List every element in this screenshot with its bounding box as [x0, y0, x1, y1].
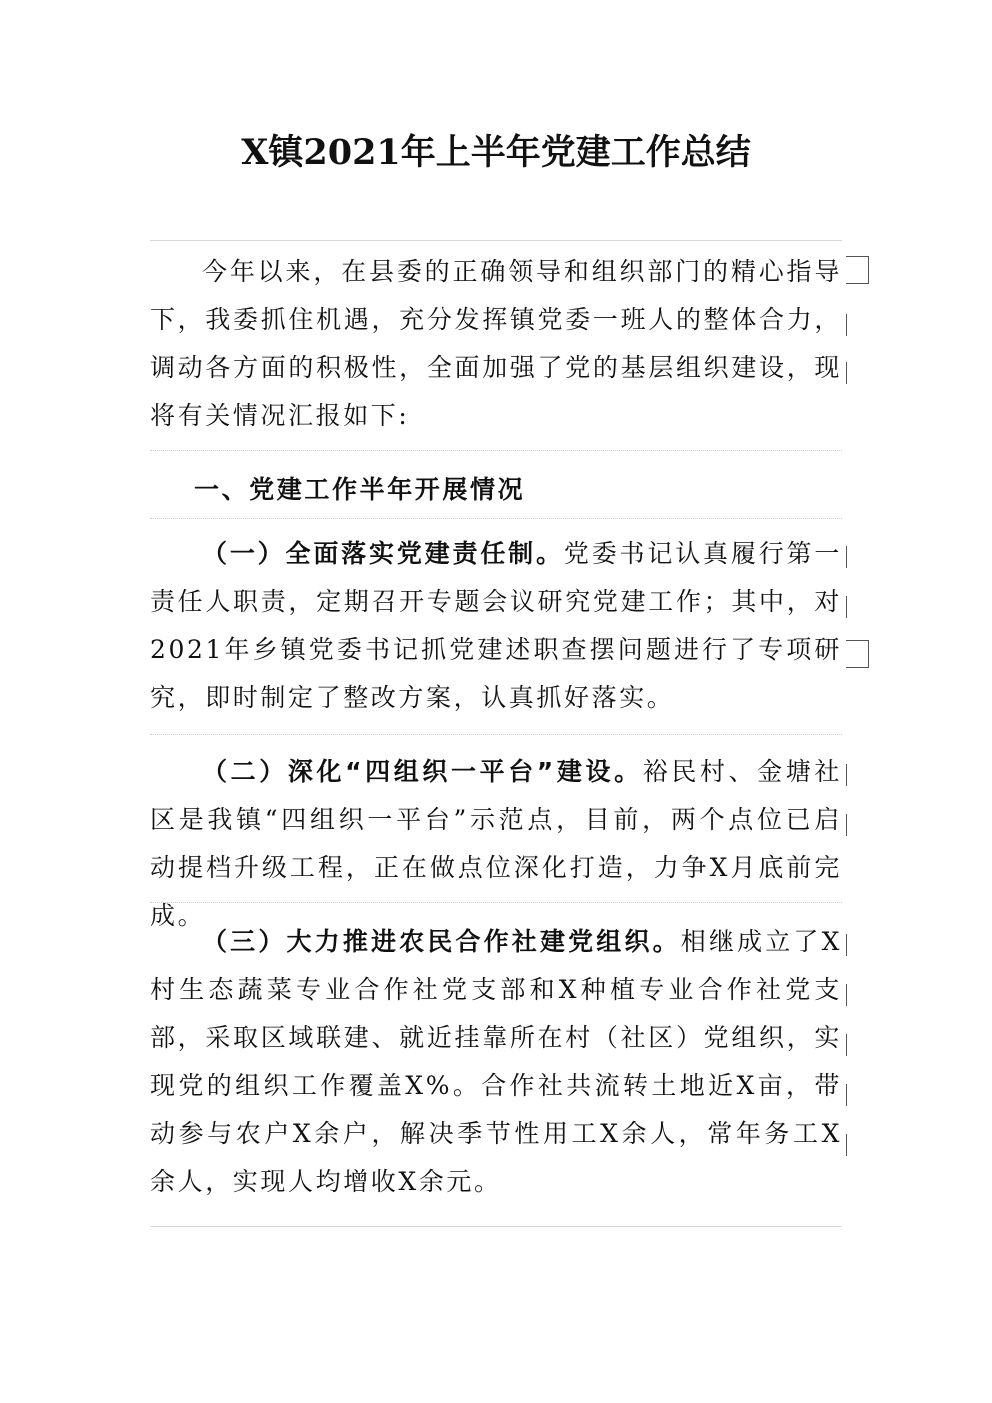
table-rule: [150, 240, 842, 241]
intro-section: [150, 248, 842, 440]
margin-marker: [846, 314, 847, 336]
item-1-section: [150, 530, 842, 722]
document-title: X镇2021年上半年党建工作总结: [241, 132, 751, 173]
section-heading-block: [150, 466, 842, 514]
item-3-section: [150, 918, 842, 1206]
item-body: 裕民村、金塘社区是我镇“四组织一平台”示范点，目前，两个点位已启动提档升级工程，正在做点位深化打造，力争X月底前完成。: [150, 757, 842, 930]
margin-marker: [846, 814, 847, 836]
table-rule: [150, 1226, 842, 1227]
item-body: 相继成立了X村生态蔬菜专业合作社党支部和X种植专业合作社党支部，采取区域联建、就近挂靠所在村（社区）党组织，实现党的组织工作覆盖X%。合作社共流转土地近X亩，带动参与农户X余户，解决季节性用工X余人，常年务工X余人，实现人均增收X余元。: [150, 927, 842, 1196]
margin-marker: [846, 546, 847, 568]
margin-marker: [846, 764, 847, 786]
intro-paragraph: 今年以来，在县委的正确领导和组织部门的精心指导下，我委抓住机遇，充分发挥镇党委一班人的整体合力，调动各方面的积极性，全面加强了党的基层组织建设，现将有关情况汇报如下:: [150, 257, 842, 430]
table-rule: [150, 450, 842, 451]
margin-marker: [846, 596, 847, 618]
margin-marker: [846, 984, 847, 1006]
table-rule: [150, 518, 842, 519]
item-2-section: [150, 748, 842, 940]
item-lead: （三）大力推进农民合作社建党组织。: [202, 927, 681, 956]
margin-marker: [846, 1034, 847, 1056]
table-rule: [150, 734, 842, 735]
margin-bracket: [846, 256, 869, 284]
margin-bracket: [846, 640, 869, 668]
margin-marker: [846, 1084, 847, 1106]
item-paragraph: [150, 918, 842, 1206]
item-lead: （二）深化“四组织一平台”建设。: [202, 757, 643, 786]
table-rule: [150, 902, 842, 903]
item-lead: （一）全面落实党建责任制。: [202, 539, 564, 568]
margin-marker: [846, 934, 847, 956]
item-paragraph: [150, 748, 842, 940]
section-heading: 一、党建工作半年开展情况: [194, 475, 526, 504]
margin-marker: [846, 362, 847, 384]
item-body: 党委书记认真履行第一责任人职责，定期召开专题会议研究党建工作；其中，对2021年乡镇党委书记抓党建述职查摆问题进行了专项研究，即时制定了整改方案，认真抓好落实。: [150, 539, 842, 712]
margin-marker: [846, 1134, 847, 1156]
item-paragraph: [150, 530, 842, 722]
